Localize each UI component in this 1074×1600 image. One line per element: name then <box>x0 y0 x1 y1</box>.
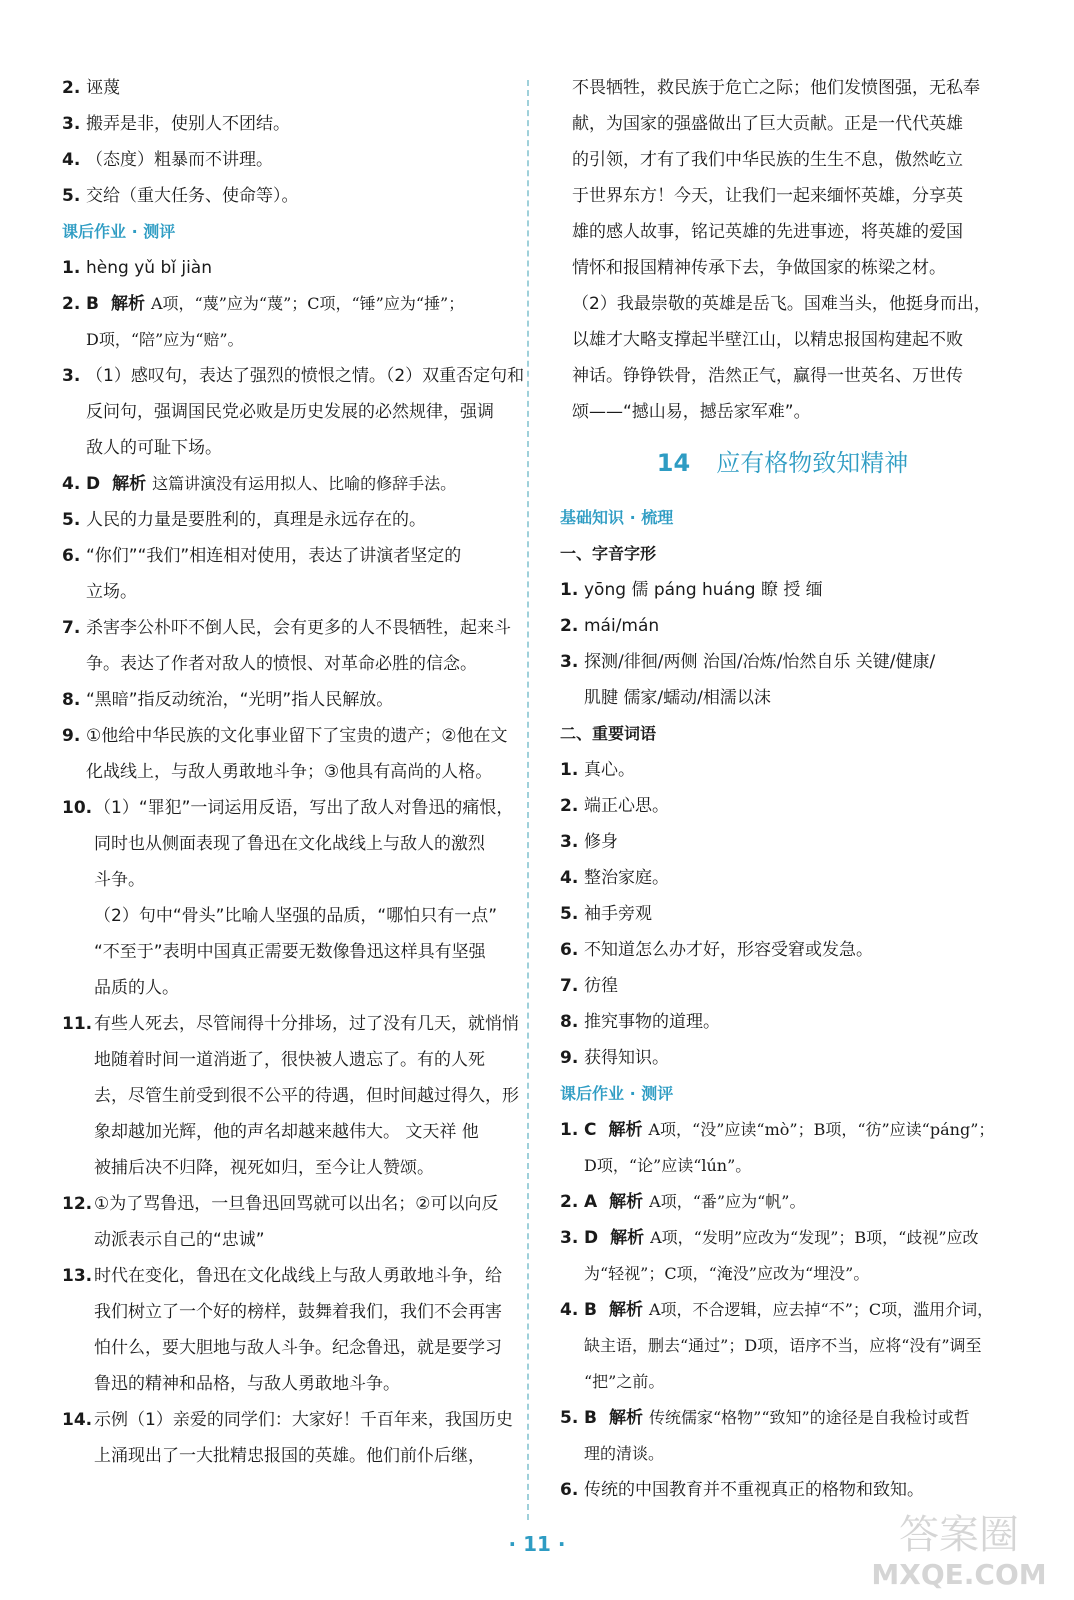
item-number: 3. <box>62 366 81 386</box>
text-line <box>86 754 512 790</box>
line-text: 同时也从侧面表现了鲁迅在文化战线上与敌人的激烈 <box>94 834 485 854</box>
answer-item <box>62 1006 519 1186</box>
line-text: （1）感叹句，表达了强烈的愤恨之情。（2）双重否定句和 <box>86 366 525 386</box>
item-number: 9. <box>62 726 81 746</box>
line-text: yōng 儒 páng huáng 瞭 授 缅 <box>584 580 823 600</box>
subheading: 二、重要词语 <box>560 724 657 743</box>
line-text: 斗争。 <box>94 870 145 890</box>
line-text: 立场。 <box>86 582 137 602</box>
section-heading: 基础知识 · 梳理 <box>560 508 674 527</box>
essay-line: 于世界东方！今天，让我们一起来缅怀英雄，分享英 <box>572 186 963 206</box>
text-line <box>584 608 1005 644</box>
text-line <box>584 680 1005 716</box>
line-text: 人民的力量是要胜利的，真理是永远存在的。 <box>86 510 426 530</box>
text-line <box>584 1148 1005 1184</box>
essay-line: （2）我最崇敬的英雄是岳飞。国难当头，他挺身而出， <box>572 294 991 314</box>
text-line <box>86 70 512 106</box>
answer-item <box>62 538 512 610</box>
text-line <box>86 106 512 142</box>
text-line <box>86 502 512 538</box>
essay-line: 情怀和报国精神传承下去，争做国家的栋梁之材。 <box>572 258 946 278</box>
choice-answer: A <box>584 1192 598 1212</box>
line-text: ①为了骂鲁迅，一旦鲁迅回骂就可以出名；②可以向反 <box>94 1194 499 1214</box>
line-text: 搬弄是非，使别人不团结。 <box>86 114 290 134</box>
answer-item <box>62 502 512 538</box>
choice-answer: B <box>584 1300 597 1320</box>
text-line <box>94 1114 512 1150</box>
line-text: 肌腱 儒家/蠕动/相濡以沫 <box>584 688 771 708</box>
item-number: 1. <box>560 760 579 780</box>
lesson-title: 应有格物致知精神 <box>716 449 909 477</box>
answer-item <box>62 466 512 502</box>
analysis-label: 解析 <box>608 1120 643 1140</box>
line-text: 示例（1）亲爱的同学们：大家好！千百年来，我国历史 <box>94 1410 513 1430</box>
lesson-heading <box>560 440 1005 486</box>
line-text: 缺主语，删去“通过”；D项，语序不当，应将“没有”调至 <box>584 1336 982 1355</box>
answer-item <box>62 790 512 1006</box>
text-line <box>94 1294 512 1330</box>
answer-item <box>560 788 1005 824</box>
item-number: 6. <box>560 1480 579 1500</box>
text-line <box>94 1438 512 1474</box>
text-line <box>86 394 512 430</box>
text-line <box>86 646 512 682</box>
text-line <box>584 1256 1005 1292</box>
line-text: hèng yǔ bǐ jiàn <box>86 258 212 278</box>
text-line <box>86 610 512 646</box>
text-line <box>94 1402 512 1438</box>
line-text: 诬蔑 <box>86 78 120 98</box>
text-line <box>584 932 1005 968</box>
line-text: 动派表示自己的“忠诚” <box>94 1230 265 1250</box>
line-text: 敌人的可耻下场。 <box>86 438 222 458</box>
line-text: 真心。 <box>584 760 635 780</box>
answer-item <box>62 250 512 286</box>
text-line <box>584 860 1005 896</box>
line-text: “黑暗”指反动统治，“光明”指人民解放。 <box>86 690 394 710</box>
line-text: A项，“发明”应改为“发现”；B项，“歧视”应改 <box>650 1228 979 1247</box>
line-text: A项，“没”应读“mò”；B项，“彷”应读“páng”； <box>648 1120 995 1139</box>
text-line <box>584 1436 1005 1472</box>
item-number: 13. <box>62 1266 93 1286</box>
item-number: 4. <box>62 150 81 170</box>
choice-answer: B <box>584 1408 597 1428</box>
answer-item <box>560 752 1005 788</box>
line-text: D项，“论”应读“lún”。 <box>584 1156 752 1175</box>
left-column <box>62 70 525 1474</box>
item-number: 2. <box>560 796 579 816</box>
text-line <box>86 574 512 610</box>
analysis-label: 解析 <box>608 1408 643 1428</box>
line-text: 时代在变化，鲁迅在文化战线上与敌人勇敢地斗争，给 <box>94 1266 502 1286</box>
choice-answer: B <box>86 294 99 314</box>
answer-item <box>560 1292 1005 1400</box>
line-text: 杀害李公朴吓不倒人民，会有更多的人不畏牺牲，起来斗 <box>86 618 511 638</box>
answer-item <box>62 106 512 142</box>
text-line <box>94 1078 519 1114</box>
watermark-text: 答案圈 <box>899 1512 1019 1558</box>
analysis-label: 解析 <box>608 1300 643 1320</box>
item-number: 8. <box>560 1012 579 1032</box>
answer-item <box>62 682 512 718</box>
answer-item <box>560 644 1005 716</box>
line-text: （2）句中“骨头”比喻人坚强的品质，“哪怕只有一点” <box>94 906 498 926</box>
text-line <box>94 1330 512 1366</box>
answer-item <box>62 718 512 790</box>
text-line <box>86 142 512 178</box>
item-number: 3. <box>560 1228 579 1248</box>
item-number: 2. <box>62 294 81 314</box>
line-text: D项，“陪”应为“赔”。 <box>86 330 244 349</box>
line-text: “不至于”表明中国真正需要无数像鲁迅这样具有坚强 <box>94 942 486 962</box>
item-number: 9. <box>560 1048 579 1068</box>
line-text: A项，“番”应为“帆”。 <box>649 1192 806 1211</box>
item-number: 5. <box>560 1408 579 1428</box>
line-text: 获得知识。 <box>584 1048 669 1068</box>
line-text: 反问句，强调国民党必败是历史发展的必然规律，强调 <box>86 402 494 422</box>
text-line <box>86 286 512 322</box>
answer-item <box>560 608 1005 644</box>
item-number: 4. <box>560 1300 579 1320</box>
line-text: 袖手旁观 <box>584 904 652 924</box>
text-line <box>94 1150 512 1186</box>
text-line <box>584 572 1005 608</box>
text-line <box>584 968 1005 1004</box>
text-line <box>94 826 512 862</box>
line-text: 鲁迅的精神和品格，与敌人勇敢地斗争。 <box>94 1374 400 1394</box>
item-number: 12. <box>62 1194 93 1214</box>
item-number: 11. <box>62 1014 93 1034</box>
item-number: 3. <box>560 652 579 672</box>
lesson-answers <box>560 500 1005 1508</box>
item-number: 1. <box>560 1120 579 1140</box>
line-text: “把”之前。 <box>584 1372 665 1391</box>
text-line <box>86 358 525 394</box>
answer-item <box>62 610 512 682</box>
section-heading: 课后作业 · 测评 <box>560 1084 674 1103</box>
item-number: 10. <box>62 798 93 818</box>
text-line <box>584 1004 1005 1040</box>
answer-item <box>62 1402 512 1474</box>
answer-item <box>560 1220 1005 1292</box>
text-line <box>94 790 512 826</box>
line-text: （1）“罪犯”一词运用反语，写出了敌人对鲁迅的痛恨， <box>94 798 514 818</box>
section-heading: 课后作业 · 测评 <box>62 222 176 241</box>
watermark-logo <box>854 1502 1064 1592</box>
essay-line: 雄的感人故事，铭记英雄的先进事迹，将英雄的爱国 <box>572 222 963 242</box>
line-text: 推究事物的道理。 <box>584 1012 720 1032</box>
essay-line: 神话。铮铮铁骨，浩然正气，赢得一世英名、万世传 <box>572 366 963 386</box>
item-number: 8. <box>62 690 81 710</box>
choice-answer: D <box>584 1228 599 1248</box>
line-text: 整治家庭。 <box>584 868 669 888</box>
text-line <box>94 1186 512 1222</box>
analysis-label: 解析 <box>112 474 147 494</box>
line-text: 象却越加光辉，他的声名却越来越伟大。 文天祥 他 <box>94 1122 479 1142</box>
line-text: 传统的中国教育并不重视真正的格物和致知。 <box>584 1480 924 1500</box>
line-text: （态度）粗暴而不讲理。 <box>86 150 273 170</box>
item-number: 6. <box>560 940 579 960</box>
text-line <box>94 970 512 1006</box>
answer-item <box>560 572 1005 608</box>
text-line <box>584 1220 1005 1256</box>
line-text: 这篇讲演没有运用拟人、比喻的修辞手法。 <box>152 474 457 493</box>
line-text: 争。表达了作者对敌人的愤恨、对革命必胜的信念。 <box>86 654 477 674</box>
item-number: 5. <box>560 904 579 924</box>
line-text: 交给（重大任务、使命等）。 <box>86 186 299 206</box>
line-text: 彷徨 <box>584 976 618 996</box>
item-number: 5. <box>62 186 81 206</box>
text-line <box>86 430 512 466</box>
answer-item <box>560 860 1005 896</box>
item-number: 4. <box>560 868 579 888</box>
answer-item <box>560 824 1005 860</box>
text-line <box>94 1042 512 1078</box>
text-line <box>584 1112 1005 1148</box>
answer-item <box>560 968 1005 1004</box>
text-line <box>584 1400 1005 1436</box>
analysis-label: 解析 <box>110 294 145 314</box>
page-number: · 11 · <box>508 1532 566 1556</box>
text-line <box>584 788 1005 824</box>
text-line <box>94 898 512 934</box>
line-text: 理的清谈。 <box>584 1444 665 1463</box>
column-divider <box>527 80 529 1520</box>
right-column <box>560 70 1005 1508</box>
text-line <box>86 682 512 718</box>
item-number: 7. <box>560 976 579 996</box>
answer-item <box>560 1112 1005 1184</box>
text-line <box>94 1366 512 1402</box>
item-number: 1. <box>560 580 579 600</box>
lesson-number: 14 <box>656 449 691 477</box>
text-line <box>86 466 512 502</box>
text-line <box>86 178 512 214</box>
answer-item <box>62 286 512 358</box>
answer-item <box>62 70 512 106</box>
text-line <box>584 1184 1005 1220</box>
item-number: 1. <box>62 258 81 278</box>
essay-line: 的引领，才有了我们中华民族的生生不息，傲然屹立 <box>572 150 963 170</box>
line-text: 为“轻视”；C项，“淹没”应改为“埋没”。 <box>584 1264 870 1283</box>
line-text: 探测/徘徊/两侧 治国/冶炼/怡然自乐 关键/健康/ <box>584 652 936 672</box>
essay-line: 不畏牺牲，救民族于危亡之际；他们发愤图强，无私奉 <box>572 78 980 98</box>
text-line <box>86 250 512 286</box>
line-text: 修身 <box>584 832 618 852</box>
line-text: 有些人死去，尽管闹得十分排场，过了没有几天，就悄悄 <box>94 1014 519 1034</box>
answer-item <box>560 1004 1005 1040</box>
item-number: 3. <box>560 832 579 852</box>
text-line <box>94 1222 512 1258</box>
line-text: 地随着时间一道消逝了，很快被人遗忘了。有的人死 <box>94 1050 485 1070</box>
line-text: 被捕后决不归降，视死如归，至今让人赞颂。 <box>94 1158 434 1178</box>
line-text: 上涌现出了一大批精忠报国的英雄。他们前仆后继， <box>94 1446 485 1466</box>
line-text: 不知道怎么办才好，形容受窘或发急。 <box>584 940 873 960</box>
essay-line: 以雄才大略支撑起半壁江山，以精忠报国构建起不败 <box>572 330 963 350</box>
answer-item <box>62 1186 512 1258</box>
essay-line: 颂——“撼山易，撼岳家军难”。 <box>572 402 811 422</box>
line-text: 传统儒家“格物”“致知”的途径是自我检讨或哲 <box>648 1408 970 1427</box>
line-text: mái/mán <box>584 616 660 636</box>
text-line <box>584 896 1005 932</box>
line-text: “你们”“我们”相连相对使用，表达了讲演者坚定的 <box>86 546 462 566</box>
item-number: 2. <box>560 1192 579 1212</box>
text-line <box>584 824 1005 860</box>
analysis-label: 解析 <box>609 1192 644 1212</box>
item-number: 5. <box>62 510 81 530</box>
answer-item <box>560 1040 1005 1076</box>
answer-item <box>62 142 512 178</box>
item-number: 2. <box>560 616 579 636</box>
item-number: 2. <box>62 78 81 98</box>
line-text: 去，尽管生前受到很不公平的待遇，但时间越过得久，形 <box>94 1086 519 1106</box>
line-text: 我们树立了一个好的榜样，鼓舞着我们，我们不会再害 <box>94 1302 502 1322</box>
text-line <box>94 1006 519 1042</box>
line-text: 怕什么，要大胆地与敌人斗争。纪念鲁迅，就是要学习 <box>94 1338 502 1358</box>
text-line <box>584 1040 1005 1076</box>
line-text: A项，“蔑”应为“蔑”；C项，“锤”应为“捶”； <box>150 294 465 313</box>
answer-item <box>62 178 512 214</box>
text-line <box>86 718 512 754</box>
line-text: 化战线上，与敌人勇敢地斗争；③他具有高尚的人格。 <box>86 762 493 782</box>
answer-item <box>62 358 525 466</box>
line-text: 端正心思。 <box>584 796 669 816</box>
line-text: A项，不合逻辑，应去掉“不”；C项，滥用介词， <box>648 1300 994 1319</box>
text-line <box>86 538 512 574</box>
subheading: 一、字音字形 <box>560 544 657 563</box>
line-text: 品质的人。 <box>94 978 179 998</box>
analysis-label: 解析 <box>610 1228 645 1248</box>
essay-line: 献，为国家的强盛做出了巨大贡献。正是一代代英雄 <box>572 114 963 134</box>
text-line <box>94 1258 512 1294</box>
choice-answer: D <box>86 474 101 494</box>
item-number: 7. <box>62 618 81 638</box>
choice-answer: C <box>584 1120 597 1140</box>
item-number: 4. <box>62 474 81 494</box>
essay-continuation <box>560 70 1005 430</box>
text-line <box>584 644 1005 680</box>
text-line <box>584 752 1005 788</box>
text-line <box>584 1292 1005 1328</box>
answer-item <box>560 896 1005 932</box>
answer-item <box>560 932 1005 968</box>
answer-item <box>62 1258 512 1402</box>
text-line <box>584 1364 1005 1400</box>
line-text: ①他给中华民族的文化事业留下了宝贵的遗产；②他在文 <box>86 726 508 746</box>
text-line <box>94 862 512 898</box>
text-line <box>94 934 512 970</box>
answer-item <box>560 1184 1005 1220</box>
watermark-url: MXQE.COM <box>871 1558 1047 1591</box>
text-line <box>86 322 512 358</box>
answer-item <box>560 1400 1005 1472</box>
item-number: 14. <box>62 1410 93 1430</box>
text-line <box>584 1328 1005 1364</box>
item-number: 6. <box>62 546 81 566</box>
item-number: 3. <box>62 114 81 134</box>
